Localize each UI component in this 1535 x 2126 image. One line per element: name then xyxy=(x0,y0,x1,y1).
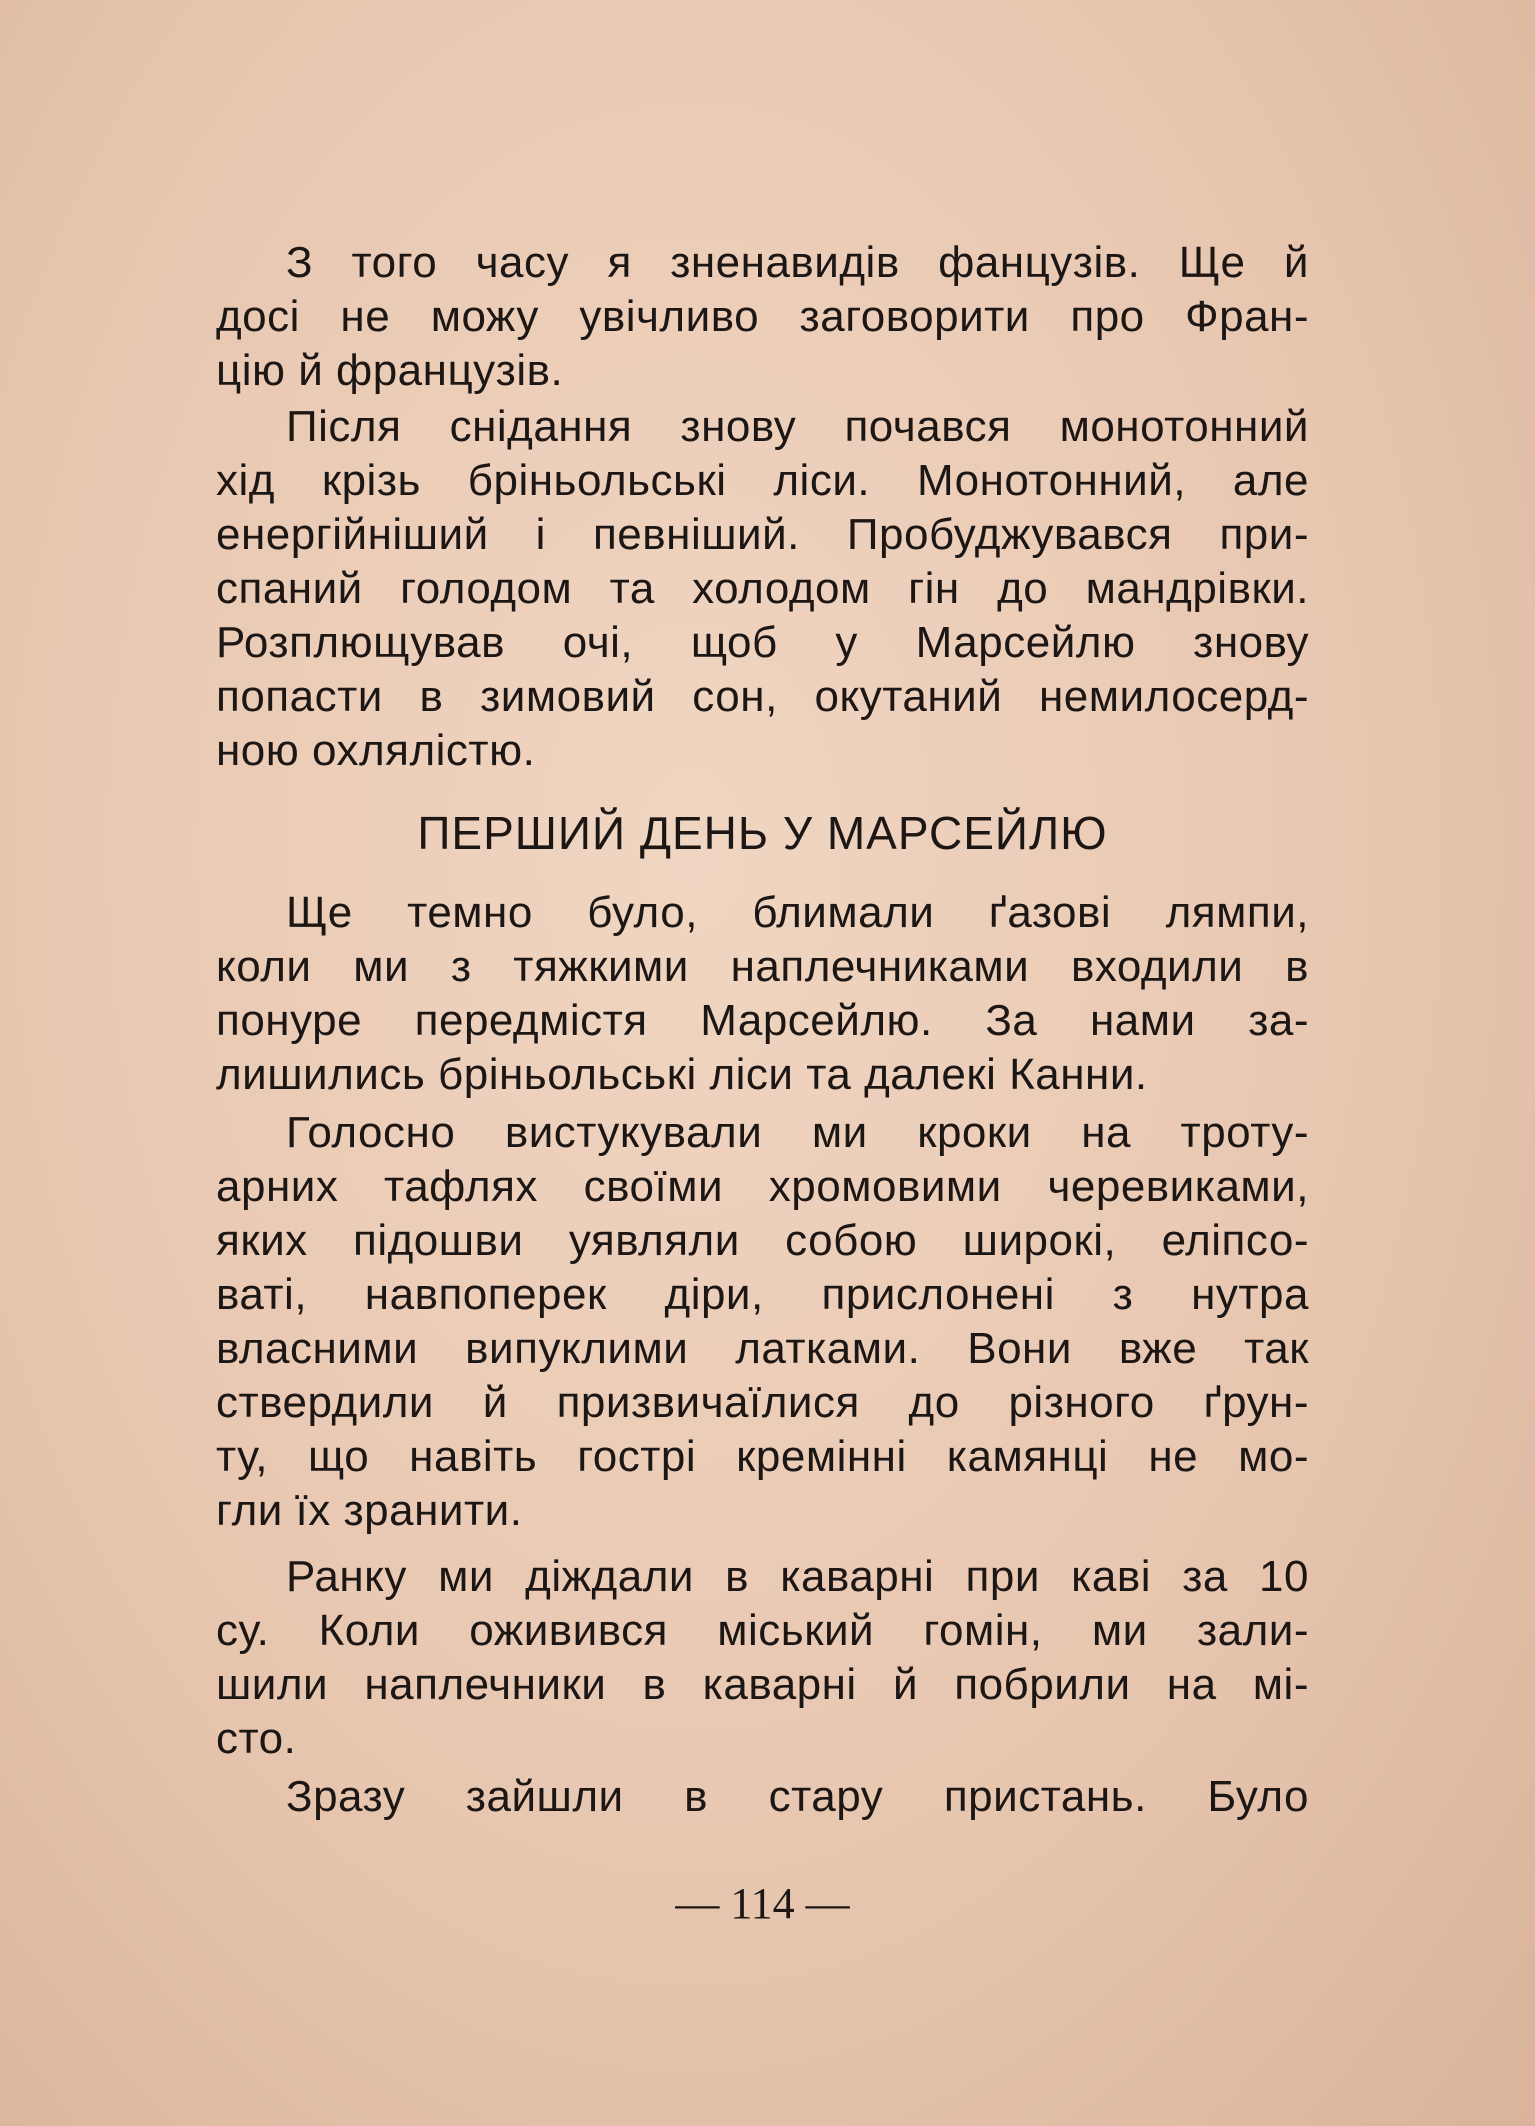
text-line: понуре передмістя Марсейлю. За нами за- xyxy=(216,996,1309,1045)
paragraph xyxy=(216,236,1309,398)
paragraph xyxy=(216,400,1309,778)
text-line: Ранку ми діждали в каварні при каві за 10 xyxy=(286,1552,1309,1601)
text-line: Зразу зайшли в стару пристань. Було xyxy=(286,1772,1309,1821)
text-line: цію й французів. xyxy=(216,346,564,395)
text-line: Голосно вистукували ми кроки на троту- xyxy=(286,1108,1309,1157)
text-line: Ще темно було, блимали ґазові лямпи, xyxy=(286,888,1309,937)
paragraph xyxy=(216,1106,1309,1538)
text-line: спаний голодом та холодом гін до мандрівки. xyxy=(216,564,1309,613)
text-line: Після снідання знову почався монотонний xyxy=(286,402,1309,451)
text-line: власними випуклими латками. Вони вже так xyxy=(216,1324,1309,1373)
text-line: сто. xyxy=(216,1714,297,1763)
text-line: су. Коли оживився міський гомін, ми зали- xyxy=(216,1606,1309,1655)
paragraph xyxy=(216,1770,1309,1824)
page-number: — 114 — xyxy=(675,1879,850,1928)
text-line: ваті, навпоперек діри, прислонені з нутра xyxy=(216,1270,1309,1319)
text-line: попасти в зимовий сон, окутаний немилосерд- xyxy=(216,672,1309,721)
text-line: шили наплечники в каварні й побрили на мі- xyxy=(216,1660,1309,1709)
text-line: арних тафлях своїми хромовими черевиками, xyxy=(216,1162,1309,1211)
section-heading: ПЕРШИЙ ДЕНЬ У МАРСЕЙЛЮ xyxy=(417,807,1108,859)
text-line: досі не можу увічливо заговорити про Фран- xyxy=(216,292,1309,341)
text-line: ствердили й призвичаїлися до різного ґрун- xyxy=(216,1378,1309,1427)
text-line: З того часу я зненавидів фанцузів. Ще й xyxy=(286,238,1309,287)
text-line: гли їх зранити. xyxy=(216,1486,523,1535)
text-line: яких підошви уявляли собою широкі, еліпсо- xyxy=(216,1216,1309,1265)
text-line: лишились бріньольські ліси та далекі Канни. xyxy=(216,1050,1148,1099)
text-line: енергійніший і певніший. Пробуджувався при- xyxy=(216,510,1309,559)
paragraph xyxy=(216,886,1309,1102)
paragraph xyxy=(216,1550,1309,1766)
text-line: ною охлялістю. xyxy=(216,726,536,775)
text-line: коли ми з тяжкими наплечниками входили в xyxy=(216,942,1309,991)
text-line: хід крізь бріньольські ліси. Монотонний, але xyxy=(216,456,1309,505)
text-line: ту, що навіть гострі кремінні камянці не мо- xyxy=(216,1432,1309,1481)
text-line: Розплющував очі, щоб у Марсейлю знову xyxy=(216,618,1309,667)
